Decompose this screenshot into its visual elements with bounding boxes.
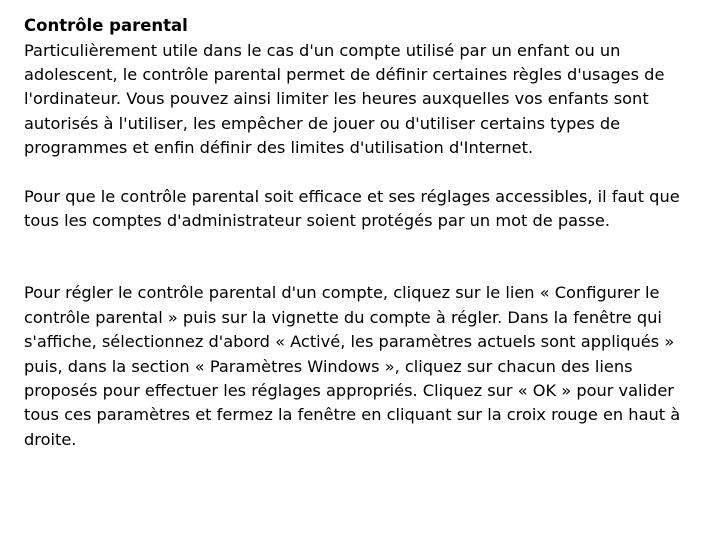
document-page — [24, 14, 692, 452]
paragraph-admin-password: Pour que le contrôle parental soit efficace et ses réglages accessibles, il faut que tous les comptes d'administrateur soient protégés par un mot de passe. — [24, 186, 680, 230]
page-title: Contrôle parental — [24, 16, 188, 35]
paragraph-configuration-steps: Pour régler le contrôle parental d'un compte, cliquez sur le lien « Configurer le contrôle parental » puis sur la vignette du compte à régler. Dans la fenêtre qui s'affiche, sélectionnez d'abord « Activé, les paramètres actuels sont appliqués » puis, dans la section « Paramètres Windows », cliquez sur chacun des liens proposés pour effectuer les réglages appropriés. Cliquez sur « OK » pour valider tous ces paramètres et fermez la fenêtre en cliquant sur la croix rouge en haut à droite. — [24, 283, 681, 449]
paragraph-intro: Particulièrement utile dans le cas d'un compte utilisé par un enfant ou un adolescent, le contrôle parental permet de définir certaines règles d'usages de l'ordinateur. Vous pouvez ainsi limiter les heures auxquelles vos enfants sont autorisés à l'utiliser, les empêcher de jouer ou d'utiliser certains types de programmes et enfin définir des limites d'utilisation d'Internet. — [24, 40, 665, 158]
